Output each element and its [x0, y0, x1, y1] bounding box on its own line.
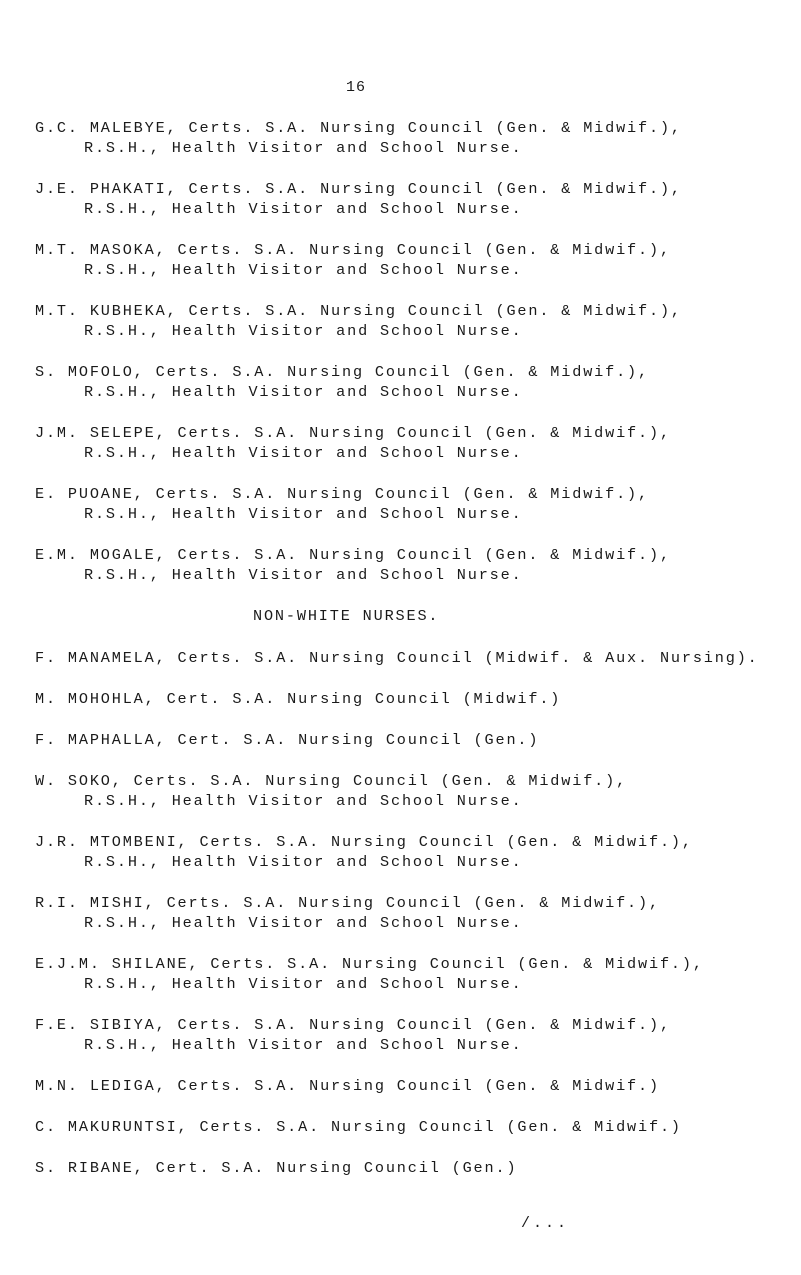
nurse-entry: [35, 1015, 801, 1055]
nurse-entry: [35, 771, 801, 811]
nurse-entry-line1: F. MANAMELA, Certs. S.A. Nursing Council (Midwif. & Aux. Nursing).: [35, 649, 759, 667]
nurse-entry-line1: M. MOHOHLA, Cert. S.A. Nursing Council (Midwif.): [35, 690, 562, 708]
nurse-entry-line2: R.S.H., Health Visitor and School Nurse.: [84, 200, 523, 218]
nurse-entry-line2: R.S.H., Health Visitor and School Nurse.: [84, 139, 523, 157]
nurse-entry-line1: S. MOFOLO, Certs. S.A. Nursing Council (Gen. & Midwif.),: [35, 363, 649, 381]
nurse-entry-line1: J.M. SELEPE, Certs. S.A. Nursing Council (Gen. & Midwif.),: [35, 424, 671, 442]
nurse-entry-line2: R.S.H., Health Visitor and School Nurse.: [84, 261, 523, 279]
nurse-entry: [35, 118, 801, 158]
nurse-entry: [35, 954, 801, 994]
nurse-entry-line1: M.N. LEDIGA, Certs. S.A. Nursing Council (Gen. & Midwif.): [35, 1077, 660, 1095]
nurse-entry-line1: J.E. PHAKATI, Certs. S.A. Nursing Council (Gen. & Midwif.),: [35, 180, 682, 198]
nurse-entry: [35, 730, 801, 750]
nurse-entry-line1: M.T. MASOKA, Certs. S.A. Nursing Council (Gen. & Midwif.),: [35, 241, 671, 259]
nurse-entry-line1: R.I. MISHI, Certs. S.A. Nursing Council (Gen. & Midwif.),: [35, 894, 660, 912]
nurse-entry: [35, 423, 801, 463]
nurse-entry-line1: E. PUOANE, Certs. S.A. Nursing Council (Gen. & Midwif.),: [35, 485, 649, 503]
nurse-entry: [35, 240, 801, 280]
nurse-entry: [35, 648, 801, 668]
nurse-entry: [35, 301, 801, 341]
nurse-entry-line2: R.S.H., Health Visitor and School Nurse.: [84, 322, 523, 340]
nurse-entry-line2: R.S.H., Health Visitor and School Nurse.: [84, 853, 523, 871]
nurse-entry-line1: C. MAKURUNTSI, Certs. S.A. Nursing Council (Gen. & Midwif.): [35, 1118, 682, 1136]
nurse-entry-line1: F. MAPHALLA, Cert. S.A. Nursing Council (Gen.): [35, 731, 540, 749]
nurse-entry-line1: E.J.M. SHILANE, Certs. S.A. Nursing Council (Gen. & Midwif.),: [35, 955, 704, 973]
nurse-entry: [35, 484, 801, 524]
nurse-entry-line1: J.R. MTOMBENI, Certs. S.A. Nursing Council (Gen. & Midwif.),: [35, 833, 693, 851]
non-white-nurses-list: [35, 648, 801, 1178]
nurse-entry-line1: W. SOKO, Certs. S.A. Nursing Council (Gen. & Midwif.),: [35, 772, 628, 790]
nurse-entry-line2: R.S.H., Health Visitor and School Nurse.: [84, 975, 523, 993]
nurse-entry-line2: R.S.H., Health Visitor and School Nurse.: [84, 505, 523, 523]
nurse-entry-line1: S. RIBANE, Cert. S.A. Nursing Council (Gen.): [35, 1159, 518, 1177]
nurse-entry: [35, 1158, 801, 1178]
white-nurses-list: [35, 118, 801, 585]
nurse-entry-line1: G.C. MALEBYE, Certs. S.A. Nursing Council (Gen. & Midwif.),: [35, 119, 682, 137]
section-title: NON-WHITE NURSES.: [253, 607, 440, 625]
nurse-entry-line2: R.S.H., Health Visitor and School Nurse.: [84, 792, 523, 810]
nurse-entry-line1: E.M. MOGALE, Certs. S.A. Nursing Council (Gen. & Midwif.),: [35, 546, 671, 564]
nurse-entry: [35, 179, 801, 219]
continuation-mark: /...: [521, 1215, 570, 1232]
nurse-entry: [35, 832, 801, 872]
nurse-entry-line2: R.S.H., Health Visitor and School Nurse.: [84, 383, 523, 401]
nurse-entry-line2: R.S.H., Health Visitor and School Nurse.: [84, 1036, 523, 1054]
nurse-entry: [35, 545, 801, 585]
nurse-entry: [35, 362, 801, 402]
nurse-entry: [35, 893, 801, 933]
nurse-entry-line1: F.E. SIBIYA, Certs. S.A. Nursing Council (Gen. & Midwif.),: [35, 1016, 671, 1034]
page-number: 16: [346, 79, 367, 96]
nurse-entry-line2: R.S.H., Health Visitor and School Nurse.: [84, 914, 523, 932]
nurse-entry-line2: R.S.H., Health Visitor and School Nurse.: [84, 444, 523, 462]
nurse-entry: [35, 689, 801, 709]
nurse-list: [35, 118, 801, 1199]
nurse-entry: [35, 1076, 801, 1096]
nurse-entry: [35, 1117, 801, 1137]
nurse-entry-line1: M.T. KUBHEKA, Certs. S.A. Nursing Council (Gen. & Midwif.),: [35, 302, 682, 320]
nurse-entry-line2: R.S.H., Health Visitor and School Nurse.: [84, 566, 523, 584]
